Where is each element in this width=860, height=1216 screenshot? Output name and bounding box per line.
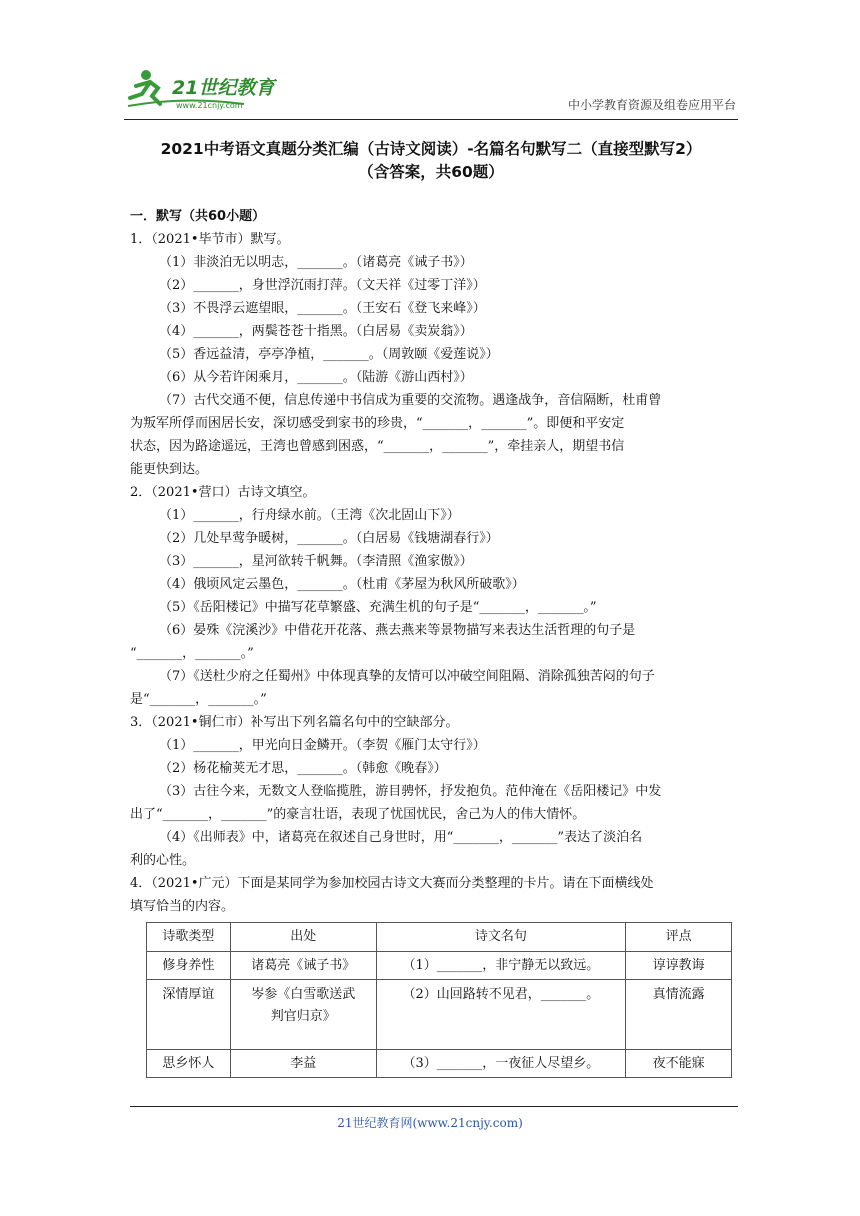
q2-item: （3）_______，星河欲转千帆舞。（李清照《渔家傲》） [159, 554, 473, 569]
q2-paragraph-line: （6）晏殊《浣溪沙》中借花开花落、燕去燕来等景物描写来表达生活哲理的句子是 [159, 623, 636, 638]
q3-paragraph-line: （4）《出师表》中，诸葛亮在叙述自己身世时，用“_______，_______”表达了淡泊名 [159, 830, 643, 845]
table-row [147, 980, 732, 1050]
question-4-stem: 4．（2021•广元）下面是某同学为参加校园古诗文大赛而分类整理的卡片。请在下面横线处 [130, 876, 654, 891]
question-3-stem: 3．（2021•铜仁市）补写出下列名篇名句中的空缺部分。 [130, 715, 459, 730]
q1-item: （3）不畏浮云遮望眼，_______。（王安石《登飞来峰》） [159, 301, 486, 316]
table-cell: 李益 [230, 1050, 376, 1078]
table-cell: 诸葛亮《诫子书》 [230, 952, 376, 980]
q3-item: （1）_______，甲光向日金鳞开。（李贺《雁门太守行》） [159, 738, 486, 753]
q1-item: （4）_______，两鬓苍苍十指黑。（白居易《卖炭翁》） [159, 324, 473, 339]
question-content [130, 205, 735, 918]
table-header-row [147, 923, 732, 952]
section-heading: 一．默写（共60小题） [130, 209, 266, 224]
page-footer: 21世纪教育网(www.21cnjy.com) [337, 1116, 523, 1130]
q1-paragraph-line: 能更快到达。 [130, 462, 209, 477]
q1-item: （5）香远益清，亭亭净植，_______。（周敦颐《爱莲说》） [159, 347, 499, 362]
q2-item: （5）《岳阳楼记》中描写花草繁盛、充满生机的句子是“_______，_______。” [159, 600, 597, 615]
logo-url: www.21cnjy.com [176, 101, 243, 110]
table-header-cell: 诗文名句 [376, 923, 626, 952]
table-row [147, 952, 732, 980]
page-subtitle: （含答案，共60题） [358, 163, 504, 181]
table-header-cell: 出处 [230, 923, 376, 952]
q1-paragraph-line: （7）古代交通不便，信息传递中书信成为重要的交流物。遇逢战争，音信隔断，杜甫曾 [159, 393, 662, 408]
table-cell: 修身养性 [147, 952, 231, 980]
q1-paragraph-line: 为叛军所俘而困居长安，深切感受到家书的珍贵，“_______，_______”。即便和平安定 [130, 416, 625, 431]
q1-paragraph-line: 状态，因为路途遥远，王湾也曾感到困惑，“_______，_______”，牵挂亲人，期望书信 [130, 439, 625, 454]
table-cell: 思乡怀人 [147, 1050, 231, 1078]
question-4-stem: 填写恰当的内容。 [130, 899, 235, 914]
logo-text: 21世纪教育 [172, 77, 275, 99]
logo-icon [124, 66, 294, 112]
table-header-cell: 评点 [626, 923, 732, 952]
q2-item: （2）几处早莺争暖树，_______。（白居易《钱塘湖春行》） [159, 531, 499, 546]
table-row [147, 1050, 732, 1078]
q3-paragraph-line: 利的心性。 [130, 853, 196, 868]
header-divider [124, 119, 738, 120]
table-cell: （2）山回路转不见君，_______。 [376, 980, 626, 1050]
table-header-cell: 诗歌类型 [147, 923, 231, 952]
page-title: 2021中考语文真题分类汇编（古诗文阅读）-名篇名句默写二（直接型默写2） [160, 140, 702, 158]
q1-item: （1）非淡泊无以明志，_______。（诸葛亮《诫子书》） [159, 255, 473, 270]
table-cell: （1）_______，非宁静无以致远。 [376, 952, 626, 980]
question-2-stem: 2．（2021•营口）古诗文填空。 [130, 485, 316, 500]
table-cell: 夜不能寐 [626, 1050, 732, 1078]
page-header [124, 66, 738, 118]
q1-item: （6）从今若许闲乘月，_______。（陆游《游山西村》） [159, 370, 473, 385]
q3-item: （2）杨花榆荚无才思，_______。（韩愈《晚春》） [159, 761, 447, 776]
footer-divider [130, 1106, 738, 1107]
table-cell: （3）_______，一夜征人尽望乡。 [376, 1050, 626, 1078]
platform-name: 中小学教育资源及组卷应用平台 [567, 98, 736, 112]
q2-item: （4）俄顷风定云墨色，_______。（杜甫《茅屋为秋风所破歌》） [159, 577, 525, 592]
q2-paragraph-line: （7）《送杜少府之任蜀州》中体现真挚的友情可以冲破空间阻隔、消除孤独苦闷的句子 [159, 669, 655, 684]
q3-paragraph-line: 出了“_______，_______”的豪言壮语，表现了忧国忧民，舍己为人的伟大情怀。 [130, 807, 586, 822]
table-cell: 谆谆教诲 [626, 952, 732, 980]
table-cell: 深情厚谊 [147, 980, 231, 1050]
table-cell: 真情流露 [626, 980, 732, 1050]
q2-paragraph-line: 是“_______，_______。” [130, 692, 267, 707]
table-cell: 岑参《白雪歌送武判官归京》 [230, 980, 376, 1050]
poetry-card-table [146, 922, 732, 1078]
question-1-stem: 1．（2021•毕节市）默写。 [130, 232, 290, 247]
q2-paragraph-line: “_______，_______。” [130, 646, 254, 661]
q3-paragraph-line: （3）古往今来，无数文人登临揽胜，游目骋怀，抒发抱负。范仲淹在《岳阳楼记》中发 [159, 784, 662, 799]
q1-item: （2）_______，身世浮沉雨打萍。（文天祥《过零丁洋》） [159, 278, 486, 293]
q2-item: （1）_______，行舟绿水前。（王湾《次北固山下》） [159, 508, 460, 523]
